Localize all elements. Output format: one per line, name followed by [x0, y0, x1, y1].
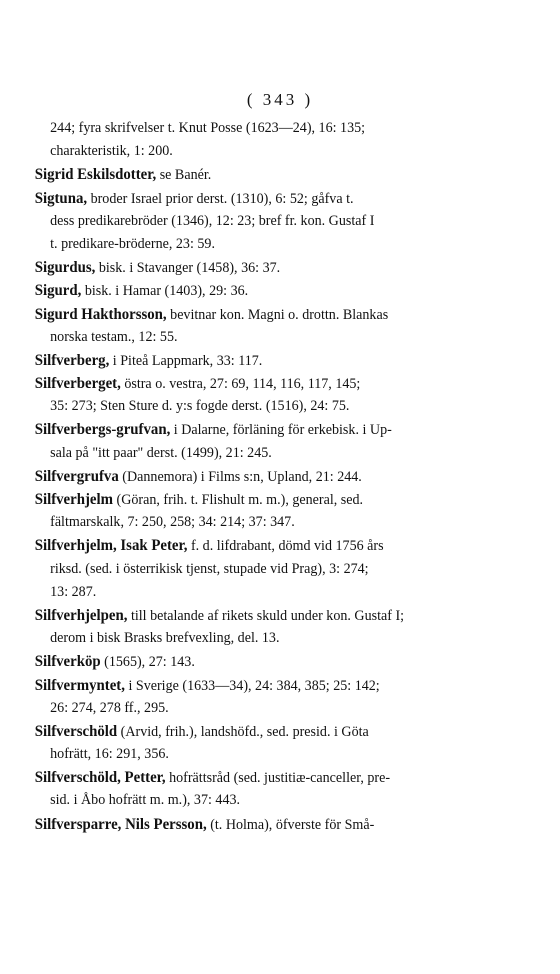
index-entry-line: [0, 534, 540, 557]
entry-text: (Dannemora) i Films s:n, Upland, 21: 244.: [118, 468, 362, 485]
entry-text: i Sverige (1633—34), 24: 384, 385; 25: 142;: [124, 677, 380, 694]
index-entry-line: [0, 813, 540, 836]
entry-headword: Silfverhjelm: [34, 491, 113, 508]
index-entry-line: [0, 187, 540, 210]
entry-headword: Silfverschöld, Petter,: [34, 769, 166, 787]
index-entry-line: [0, 418, 540, 441]
entry-headword: Sigurd,: [34, 282, 82, 300]
entry-text: (Göran, frih. t. Flishult m. m.), general, sed.: [112, 492, 364, 508]
index-entry-line: [0, 279, 540, 302]
entry-text: (Arvid, frih.), landshöfd., sed. presid. i Göta: [117, 723, 369, 740]
index-continuation-line: [0, 395, 540, 418]
entry-headword: Silfverhjelpen,: [34, 606, 128, 624]
index-continuation-line: [0, 326, 540, 349]
index-continuation-line: [0, 442, 540, 465]
page-number: ( 343 ): [246, 90, 314, 109]
index-entries: [0, 117, 560, 836]
index-entry-line: [0, 766, 540, 789]
entry-text: fältmarskalk, 7: 250, 258; 34: 214; 37: 347.: [50, 514, 295, 531]
entry-text: bisk. i Hamar (1403), 29: 36.: [81, 283, 249, 300]
index-entry-line: [0, 488, 540, 511]
index-entry-line: [0, 256, 540, 279]
index-continuation-line: [0, 511, 540, 534]
entry-headword: Silfverberg,: [34, 351, 110, 369]
entry-text: i Piteå Lappmark, 33: 117.: [109, 352, 263, 369]
entry-text: bisk. i Stavanger (1458), 36: 37.: [95, 260, 281, 277]
entry-text: norska testam., 12: 55.: [50, 328, 178, 345]
entry-text: 35: 273; Sten Sture d. y:s fogde derst. (1516), 24: 75.: [50, 398, 350, 415]
index-entry-line: [0, 163, 540, 186]
entry-text: t. predikare-bröderne, 23: 59.: [50, 235, 215, 252]
index-continuation-line: [0, 140, 540, 163]
entry-headword: Silfverköp: [34, 653, 101, 671]
entry-text: charakteristik, 1: 200.: [50, 143, 173, 160]
entry-text: sala på "itt paar" derst. (1499), 21: 245.: [50, 444, 272, 461]
index-entry-line: [0, 465, 540, 488]
entry-text: derom i bisk Brasks brefvexling, del. 13.: [50, 630, 280, 647]
index-entry-line: [0, 720, 540, 743]
index-entry-line: [0, 674, 540, 697]
index-continuation-line: [0, 233, 540, 256]
entry-headword: Silfvermyntet,: [34, 676, 125, 694]
entry-headword: Silfversparre, Nils Persson,: [34, 815, 207, 833]
entry-headword: Sigrid Eskilsdotter,: [34, 166, 157, 184]
entry-text: bevitnar kon. Magni o. drottn. Blankas: [166, 306, 389, 323]
entry-text: i Dalarne, förläning för erkebisk. i Up-: [170, 422, 392, 439]
entry-headword: Silfverberget,: [34, 375, 121, 393]
entry-text: hofrätt, 16: 291, 356.: [50, 746, 169, 763]
entry-text: f. d. lifdrabant, dömd vid 1756 års: [187, 538, 384, 555]
index-entry-line: [0, 303, 540, 326]
entry-text: (t. Holma), öfverste för Små-: [206, 816, 375, 833]
index-entry-line: [0, 349, 540, 372]
entry-headword: Sigtuna,: [34, 189, 88, 207]
index-entry-line: [0, 650, 540, 673]
entry-text: till betalande af rikets skuld under kon. Gustaf I;: [127, 607, 405, 624]
entry-text: se Banér.: [156, 167, 212, 184]
entry-text: 244; fyra skrifvelser t. Knut Posse (1623—24), 16: 135;: [50, 120, 366, 136]
entry-headword: Sigurdus,: [34, 259, 96, 277]
entry-headword: Silfvergrufva: [34, 467, 119, 485]
entry-text: (1565), 27: 143.: [100, 654, 195, 671]
index-continuation-line: [0, 697, 540, 720]
index-entry-line: [0, 604, 540, 627]
index-continuation-line: [0, 743, 540, 766]
entry-text: hofrättsråd (sed. justitiæ-canceller, pre-: [165, 770, 391, 787]
index-continuation-line: [0, 558, 540, 581]
entry-headword: Silfverhjelm, Isak Peter,: [34, 537, 188, 555]
index-continuation-line: [0, 789, 540, 812]
entry-text: 13: 287.: [50, 583, 97, 600]
index-entry-line: [0, 372, 540, 395]
entry-text: riksd. (sed. i österrikisk tjenst, stupade vid Prag), 3: 274;: [50, 560, 369, 577]
entry-headword: Silfverschöld: [34, 722, 118, 740]
entry-text: sid. i Åbo hofrätt m. m.), 37: 443.: [50, 792, 241, 809]
entry-headword: Sigurd Hakthorsson,: [34, 305, 167, 323]
entry-text: östra o. vestra, 27: 69, 114, 116, 117, 145;: [120, 376, 361, 393]
index-continuation-line: [0, 117, 540, 140]
index-continuation-line: [0, 581, 540, 604]
index-continuation-line: [0, 627, 540, 650]
entry-text: 26: 274, 278 ff., 295.: [50, 699, 169, 716]
entry-text: dess predikarebröder (1346), 12: 23; bref fr. kon. Gustaf I: [50, 212, 375, 229]
entry-text: broder Israel prior derst. (1310), 6: 52; gåfva t.: [87, 190, 354, 207]
entry-headword: Silfverbergs-grufvan,: [34, 421, 171, 439]
index-continuation-line: [0, 210, 540, 233]
